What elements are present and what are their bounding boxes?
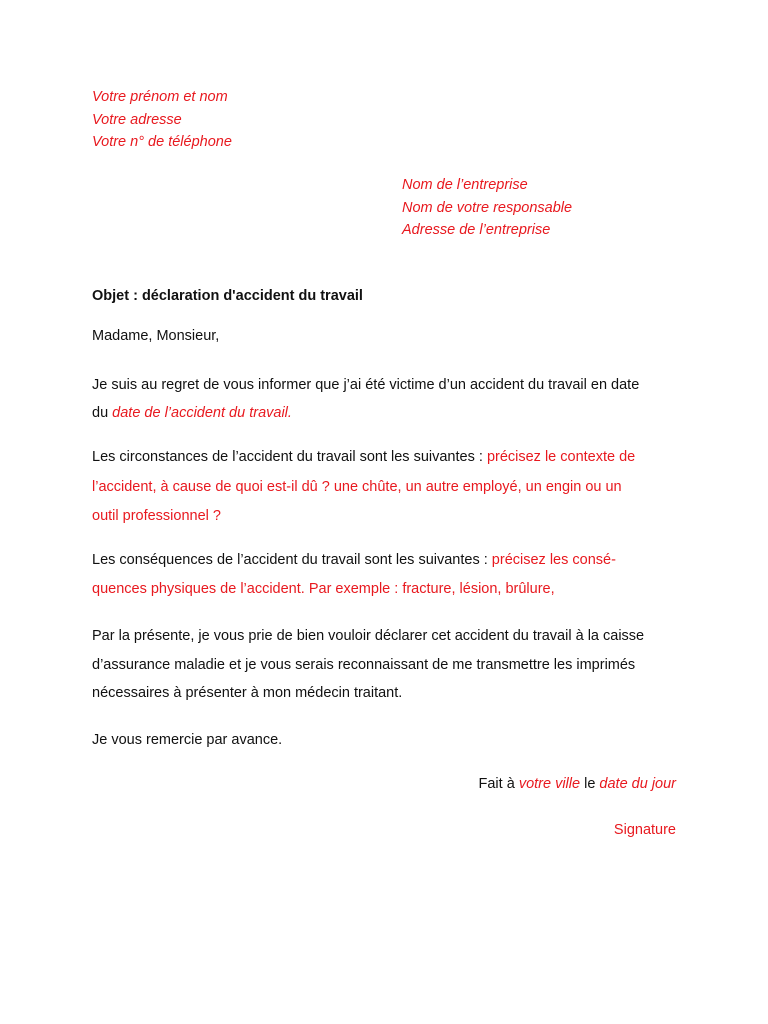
paragraph-request	[92, 622, 644, 708]
text-segment: Fait à	[478, 776, 519, 792]
paragraph-accident-date	[92, 371, 639, 427]
letter-subject: Objet : déclaration d'accident du travail	[92, 288, 363, 304]
thanks-block	[92, 729, 282, 751]
sender-name: Votre prénom et nom	[92, 89, 228, 105]
consequences-placeholder: précisez les consé-	[491, 552, 616, 568]
paragraph-consequences	[92, 546, 616, 604]
sender-phone: Votre n° de téléphone	[92, 134, 232, 150]
greeting: Madame, Monsieur,	[92, 328, 220, 344]
place-date-line	[479, 773, 676, 795]
sender-address: Votre adresse	[92, 111, 182, 128]
text-segment: Les conséquences de l’accident du travail sont les suivantes :	[92, 552, 492, 568]
text-segment: le	[580, 776, 600, 792]
text-segment: du	[92, 405, 113, 421]
circumstances-placeholder: précisez le contexte de	[486, 449, 636, 465]
paragraph-line: Je suis au regret de vous informer que j’ai été victime d’un accident du travail en date	[92, 377, 640, 393]
date-placeholder: date du jour	[599, 776, 676, 792]
recipient-company: Nom de l’entreprise	[402, 177, 528, 193]
paragraph-line: nécessaires à présenter à mon médecin traitant.	[92, 685, 403, 701]
greeting-block	[92, 325, 219, 347]
paragraph-line	[92, 443, 635, 473]
city-placeholder: votre ville	[518, 776, 581, 792]
closing-block	[479, 773, 676, 795]
paragraph-line	[92, 399, 639, 427]
signature-label: Signature	[613, 822, 676, 838]
paragraph-line	[92, 546, 616, 575]
text-segment: Les circonstances de l’accident du travail sont les suivantes :	[92, 449, 487, 465]
circumstances-placeholder: l’accident, à cause de quoi est-il dû ? une chûte, un autre employé, un engin ou un	[92, 478, 622, 495]
circumstances-placeholder: outil professionnel ?	[92, 508, 221, 524]
paragraph-circumstances	[92, 443, 635, 532]
consequences-placeholder: quences physiques de l’accident. Par exemple : fracture, lésion, brûlure,	[92, 581, 555, 597]
accident-date-placeholder: date de l’accident du travail.	[112, 405, 292, 421]
signature-block	[614, 819, 676, 841]
recipient-manager: Nom de votre responsable	[402, 199, 573, 216]
recipient-block	[402, 174, 572, 242]
paragraph-line: Par la présente, je vous prie de bien vouloir déclarer cet accident du travail à la caisse	[92, 628, 645, 644]
sender-block	[92, 86, 232, 154]
thanks-line: Je vous remercie par avance.	[92, 732, 283, 748]
recipient-address: Adresse de l’entreprise	[402, 222, 551, 238]
paragraph-line: d’assurance maladie et je vous serais reconnaissant de me transmettre les imprimés	[92, 656, 636, 673]
